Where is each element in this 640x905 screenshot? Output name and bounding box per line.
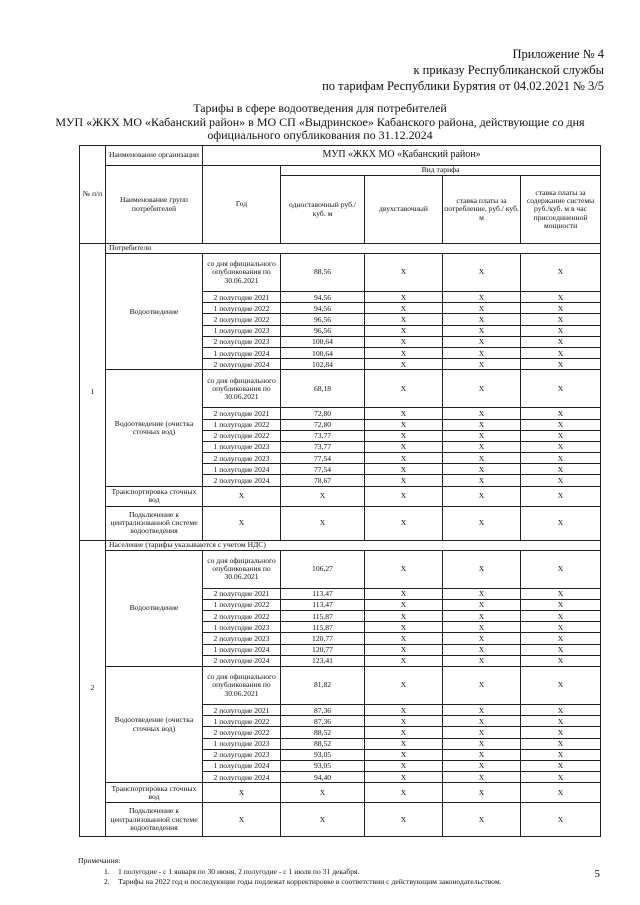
x-value: Х	[203, 783, 281, 803]
capacity-rate-value: Х	[521, 347, 601, 358]
consumption-rate-value: Х	[443, 359, 521, 370]
title-line-3: официального опубликования по 31.12.2024	[207, 128, 433, 142]
one-rate-value: 94,56	[281, 292, 365, 303]
period-cell: 1 полугодие 2023	[203, 738, 281, 749]
consumption-rate-value: Х	[443, 347, 521, 358]
consumption-rate-value: Х	[443, 336, 521, 347]
two-rate-value: Х	[365, 633, 443, 644]
one-rate-value: 72,80	[281, 408, 365, 419]
two-rate-value: Х	[365, 430, 443, 441]
one-rate-value: 81,82	[281, 666, 365, 704]
one-rate-value: 88,52	[281, 738, 365, 749]
period-cell: 2 полугодие 2024	[203, 475, 281, 486]
x-value: Х	[365, 486, 443, 506]
period-cell: 1 полугодие 2024	[203, 760, 281, 771]
two-rate-value: Х	[365, 611, 443, 622]
note-2-text: Тарифы на 2022 год и последующие годы подлежат корректировке в соответствии с действующим законодательством.	[118, 877, 502, 886]
capacity-rate-value: Х	[521, 611, 601, 622]
two-rate-value: Х	[365, 359, 443, 370]
capacity-rate-value: Х	[521, 314, 601, 325]
consumption-rate-value: Х	[443, 292, 521, 303]
consumption-rate-value: Х	[443, 716, 521, 727]
capacity-rate-value: Х	[521, 292, 601, 303]
capacity-rate-value: Х	[521, 430, 601, 441]
consumption-rate-value: Х	[443, 430, 521, 441]
table-row	[80, 550, 601, 588]
capacity-rate-value: Х	[521, 772, 601, 783]
x-value: Х	[365, 803, 443, 837]
capacity-rate-value: Х	[521, 370, 601, 408]
one-rate-value: 113,47	[281, 599, 365, 610]
consumption-rate-value: Х	[443, 772, 521, 783]
period-cell: 1 полугодие 2024	[203, 644, 281, 655]
consumption-rate-value: Х	[443, 314, 521, 325]
section-title: Население (тарифы указываются с учетом НДС)	[106, 540, 601, 550]
table-row	[80, 803, 601, 837]
x-value: Х	[203, 486, 281, 506]
x-value: Х	[365, 783, 443, 803]
period-cell: со дня официального опубликования по 30.06.2021	[203, 254, 281, 292]
service-name: Транспортировка сточных вод	[106, 783, 203, 803]
capacity-rate-value: Х	[521, 749, 601, 760]
service-name: Транспортировка сточных вод	[106, 486, 203, 506]
header-number: № п/п	[80, 146, 106, 244]
consumption-rate-value: Х	[443, 453, 521, 464]
period-cell: 2 полугодие 2023	[203, 633, 281, 644]
two-rate-value: Х	[365, 716, 443, 727]
x-value: Х	[281, 486, 365, 506]
header-consumption-rate: ставка платы за потребление, руб./ куб. м	[443, 176, 521, 244]
one-rate-value: 93,05	[281, 760, 365, 771]
two-rate-value: Х	[365, 408, 443, 419]
x-value: Х	[521, 803, 601, 837]
two-rate-value: Х	[365, 738, 443, 749]
consumption-rate-value: Х	[443, 666, 521, 704]
two-rate-value: Х	[365, 347, 443, 358]
table-row	[80, 254, 601, 292]
period-cell: 2 полугодие 2022	[203, 727, 281, 738]
table-row	[80, 486, 601, 506]
period-cell: 2 полугодие 2023	[203, 453, 281, 464]
consumption-rate-value: Х	[443, 441, 521, 452]
x-value: Х	[521, 486, 601, 506]
consumption-rate-value: Х	[443, 611, 521, 622]
consumption-rate-value: Х	[443, 749, 521, 760]
capacity-rate-value: Х	[521, 655, 601, 666]
one-rate-value: 96,56	[281, 325, 365, 336]
two-rate-value: Х	[365, 419, 443, 430]
period-cell: 2 полугодие 2021	[203, 704, 281, 715]
consumption-rate-value: Х	[443, 738, 521, 749]
consumption-rate-value: Х	[443, 370, 521, 408]
two-rate-value: Х	[365, 292, 443, 303]
capacity-rate-value: Х	[521, 599, 601, 610]
section-row	[80, 540, 601, 550]
service-name: Подключение к централизованной системе водоотведения	[106, 803, 203, 837]
one-rate-value: 68,18	[281, 370, 365, 408]
period-cell: 2 полугодие 2023	[203, 336, 281, 347]
one-rate-value: 73,77	[281, 430, 365, 441]
capacity-rate-value: Х	[521, 453, 601, 464]
order-date-number: по тарифам Республики Бурятия от 04.02.2021 № 3/5	[322, 79, 604, 93]
x-value: Х	[365, 506, 443, 540]
consumption-rate-value: Х	[443, 303, 521, 314]
one-rate-value: 115,87	[281, 611, 365, 622]
period-cell: со дня официального опубликования по 30.06.2021	[203, 550, 281, 588]
one-rate-value: 102,84	[281, 359, 365, 370]
consumption-rate-value: Х	[443, 644, 521, 655]
consumption-rate-value: Х	[443, 655, 521, 666]
header-organization: Наименование организации	[106, 146, 203, 166]
section-row	[80, 244, 601, 254]
one-rate-value: 78,67	[281, 475, 365, 486]
period-cell: 1 полугодие 2023	[203, 325, 281, 336]
title-line-2: МУП «ЖКХ МО «Кабанский район» в МО СП «Выдринское» Кабанского района, действующие со дня	[55, 114, 585, 129]
document-title	[40, 102, 600, 143]
consumption-rate-value: Х	[443, 588, 521, 599]
order-reference: к приказу Республиканской службы	[413, 63, 604, 77]
note-1-text: 1 полугодие - с 1 января по 30 июня, 2 полугодие - с 1 июля по 31 декабря.	[118, 866, 360, 876]
consumption-rate-value: Х	[443, 599, 521, 610]
x-value: Х	[443, 486, 521, 506]
one-rate-value: 87,36	[281, 716, 365, 727]
note-2	[78, 877, 502, 888]
one-rate-value: 120,77	[281, 644, 365, 655]
period-cell: 1 полугодие 2022	[203, 303, 281, 314]
one-rate-value: 100,64	[281, 336, 365, 347]
period-cell: 2 полугодие 2022	[203, 611, 281, 622]
one-rate-value: 113,47	[281, 588, 365, 599]
section-number: 1	[80, 244, 106, 541]
consumption-rate-value: Х	[443, 622, 521, 633]
capacity-rate-value: Х	[521, 622, 601, 633]
two-rate-value: Х	[365, 655, 443, 666]
appendix-number: Приложение № 4	[512, 47, 604, 61]
period-cell: 2 полугодие 2024	[203, 359, 281, 370]
two-rate-value: Х	[365, 336, 443, 347]
two-rate-value: Х	[365, 704, 443, 715]
x-value: Х	[521, 506, 601, 540]
consumption-rate-value: Х	[443, 550, 521, 588]
document-header	[322, 46, 604, 94]
x-value: Х	[521, 783, 601, 803]
x-value: Х	[281, 803, 365, 837]
one-rate-value: 73,77	[281, 441, 365, 452]
two-rate-value: Х	[365, 727, 443, 738]
two-rate-value: Х	[365, 325, 443, 336]
capacity-rate-value: Х	[521, 359, 601, 370]
table-row	[80, 666, 601, 704]
two-rate-value: Х	[365, 550, 443, 588]
tariff-table	[79, 145, 601, 837]
one-rate-value: 123,41	[281, 655, 365, 666]
period-cell: 2 полугодие 2022	[203, 314, 281, 325]
capacity-rate-value: Х	[521, 716, 601, 727]
capacity-rate-value: Х	[521, 475, 601, 486]
service-name: Водоотведение (очистка сточных вод)	[106, 666, 203, 782]
two-rate-value: Х	[365, 314, 443, 325]
header-one-rate: одноставочный руб./ куб. м	[281, 176, 365, 244]
capacity-rate-value: Х	[521, 644, 601, 655]
note-1	[78, 867, 502, 878]
capacity-rate-value: Х	[521, 336, 601, 347]
x-value: Х	[443, 506, 521, 540]
one-rate-value: 94,56	[281, 303, 365, 314]
service-name: Подключение к централизованной системе водоотведения	[106, 506, 203, 540]
period-cell: 1 полугодие 2022	[203, 599, 281, 610]
two-rate-value: Х	[365, 254, 443, 292]
capacity-rate-value: Х	[521, 254, 601, 292]
consumption-rate-value: Х	[443, 704, 521, 715]
two-rate-value: Х	[365, 475, 443, 486]
period-cell: 1 полугодие 2023	[203, 441, 281, 452]
page-number: 5	[594, 868, 600, 880]
capacity-rate-value: Х	[521, 408, 601, 419]
header-year: Год	[203, 166, 281, 244]
period-cell: 2 полугодие 2021	[203, 408, 281, 419]
consumption-rate-value: Х	[443, 254, 521, 292]
one-rate-value: 96,56	[281, 314, 365, 325]
consumption-rate-value: Х	[443, 727, 521, 738]
capacity-rate-value: Х	[521, 704, 601, 715]
period-cell: 2 полугодие 2024	[203, 772, 281, 783]
period-cell: со дня официального опубликования по 30.06.2021	[203, 666, 281, 704]
two-rate-value: Х	[365, 599, 443, 610]
one-rate-value: 115,87	[281, 622, 365, 633]
consumption-rate-value: Х	[443, 633, 521, 644]
period-cell: 2 полугодие 2022	[203, 430, 281, 441]
one-rate-value: 120,77	[281, 633, 365, 644]
two-rate-value: Х	[365, 622, 443, 633]
service-name: Водоотведение (очистка сточных вод)	[106, 370, 203, 486]
capacity-rate-value: Х	[521, 633, 601, 644]
period-cell: 1 полугодие 2024	[203, 464, 281, 475]
two-rate-value: Х	[365, 588, 443, 599]
table-row	[80, 370, 601, 408]
note-2-number: 2.	[104, 877, 110, 886]
one-rate-value: 77,54	[281, 464, 365, 475]
two-rate-value: Х	[365, 666, 443, 704]
capacity-rate-value: Х	[521, 588, 601, 599]
header-two-rate: двухставочный	[365, 176, 443, 244]
one-rate-value: 93,05	[281, 749, 365, 760]
section-number: 2	[80, 540, 106, 837]
header-tariff-type: Вид тарифа	[281, 166, 601, 176]
period-cell: 1 полугодие 2024	[203, 347, 281, 358]
one-rate-value: 106,27	[281, 550, 365, 588]
notes-title: Примечания:	[78, 856, 121, 865]
table-row	[80, 783, 601, 803]
one-rate-value: 88,56	[281, 254, 365, 292]
one-rate-value: 77,54	[281, 453, 365, 464]
period-cell: 1 полугодие 2022	[203, 419, 281, 430]
consumption-rate-value: Х	[443, 760, 521, 771]
note-1-number: 1.	[104, 866, 110, 876]
header-consumer-group: Наименование групп потребителей	[106, 166, 203, 244]
x-value: Х	[203, 506, 281, 540]
capacity-rate-value: Х	[521, 727, 601, 738]
x-value: Х	[443, 783, 521, 803]
section-title: Потребители	[106, 244, 601, 254]
capacity-rate-value: Х	[521, 666, 601, 704]
one-rate-value: 87,36	[281, 704, 365, 715]
capacity-rate-value: Х	[521, 303, 601, 314]
one-rate-value: 72,80	[281, 419, 365, 430]
consumption-rate-value: Х	[443, 419, 521, 430]
period-cell: 2 полугодие 2021	[203, 588, 281, 599]
two-rate-value: Х	[365, 772, 443, 783]
period-cell: 2 полугодие 2023	[203, 749, 281, 760]
two-rate-value: Х	[365, 441, 443, 452]
period-cell: со дня официального опубликования по 30.06.2021	[203, 370, 281, 408]
table-row	[80, 506, 601, 540]
capacity-rate-value: Х	[521, 550, 601, 588]
x-value: Х	[281, 506, 365, 540]
capacity-rate-value: Х	[521, 325, 601, 336]
one-rate-value: 88,52	[281, 727, 365, 738]
period-cell: 1 полугодие 2022	[203, 716, 281, 727]
service-name: Водоотведение	[106, 254, 203, 370]
consumption-rate-value: Х	[443, 325, 521, 336]
one-rate-value: 94,40	[281, 772, 365, 783]
two-rate-value: Х	[365, 370, 443, 408]
capacity-rate-value: Х	[521, 738, 601, 749]
organization-name: МУП «ЖКХ МО «Кабанский район»	[203, 146, 601, 166]
two-rate-value: Х	[365, 453, 443, 464]
x-value: Х	[443, 803, 521, 837]
two-rate-value: Х	[365, 644, 443, 655]
capacity-rate-value: Х	[521, 464, 601, 475]
period-cell: 1 полугодие 2023	[203, 622, 281, 633]
capacity-rate-value: Х	[521, 419, 601, 430]
one-rate-value: 100,64	[281, 347, 365, 358]
consumption-rate-value: Х	[443, 464, 521, 475]
capacity-rate-value: Х	[521, 760, 601, 771]
header-capacity-rate: ставка платы за содержание системы руб./куб. м в час присоединенной мощности	[521, 176, 601, 244]
service-name: Водоотведение	[106, 550, 203, 666]
two-rate-value: Х	[365, 303, 443, 314]
period-cell: 2 полугодие 2024	[203, 655, 281, 666]
two-rate-value: Х	[365, 760, 443, 771]
x-value: Х	[281, 783, 365, 803]
x-value: Х	[203, 803, 281, 837]
consumption-rate-value: Х	[443, 408, 521, 419]
consumption-rate-value: Х	[443, 475, 521, 486]
capacity-rate-value: Х	[521, 441, 601, 452]
two-rate-value: Х	[365, 749, 443, 760]
two-rate-value: Х	[365, 464, 443, 475]
period-cell: 2 полугодие 2021	[203, 292, 281, 303]
title-line-1: Тарифы в сфере водоотведения для потребителей	[193, 101, 447, 115]
notes	[78, 856, 502, 888]
